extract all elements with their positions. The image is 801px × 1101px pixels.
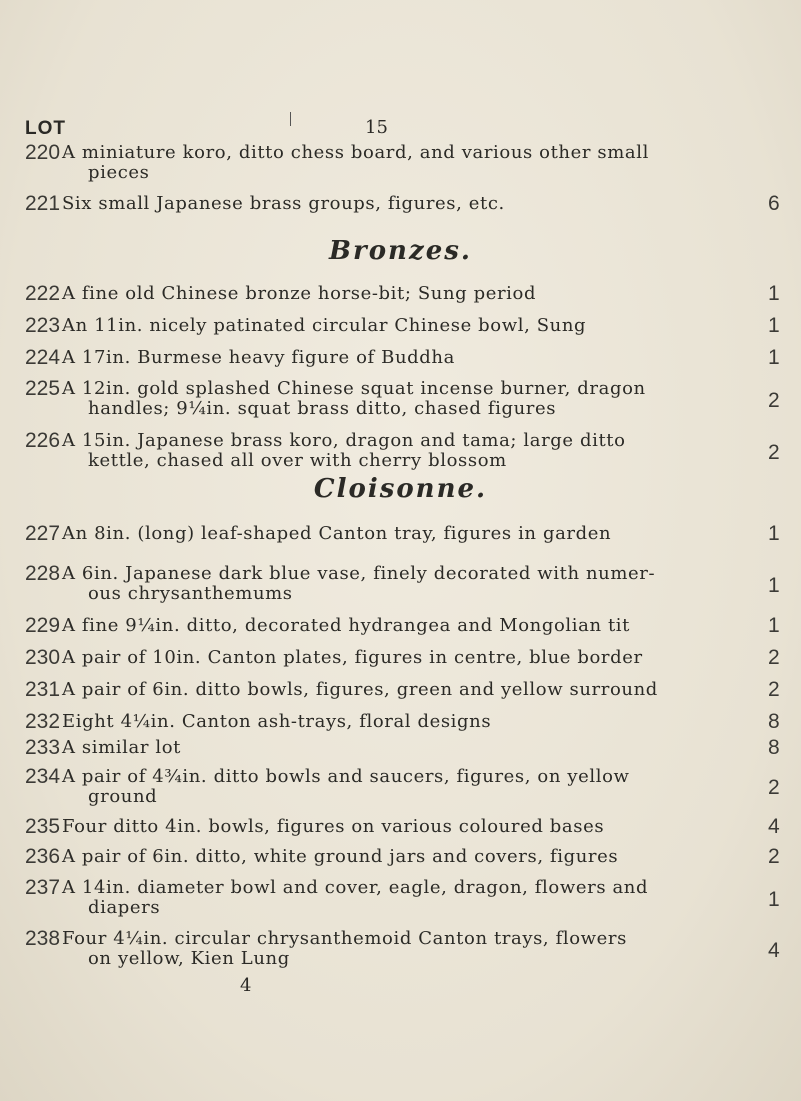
lot-number: 220 (25, 141, 61, 164)
lot-number: 223 (25, 314, 61, 337)
lot-quantity: 2 (768, 441, 780, 464)
description-line: A miniature koro, ditto chess board, and various other small (62, 142, 649, 163)
lot-description (62, 680, 742, 700)
lot-description (62, 143, 742, 183)
lot-quantity: 4 (768, 939, 780, 962)
lot-number: 221 (25, 192, 61, 215)
lot-number: 224 (25, 346, 61, 369)
description-line: A 6in. Japanese dark blue vase, finely decorated with numer- (62, 563, 656, 584)
lot-number: 235 (25, 815, 61, 838)
description-continuation: on yellow, Kien Lung (88, 948, 290, 969)
description-line: A fine old Chinese bronze horse-bit; Sung period (62, 283, 537, 304)
lot-number: 227 (25, 522, 61, 545)
lot-number: 236 (25, 845, 61, 868)
lot-quantity: 1 (768, 282, 780, 305)
description-line: A pair of 6in. ditto bowls, figures, green and yellow surround (62, 679, 658, 700)
lot-description (62, 431, 742, 471)
description-line: A similar lot (62, 737, 181, 758)
lot-quantity: 1 (768, 314, 780, 337)
lot-quantity: 8 (768, 736, 780, 759)
description-line: A pair of 10in. Canton plates, figures in centre, blue border (62, 647, 643, 668)
description-continuation: kettle, chased all over with cherry blossom (88, 450, 507, 471)
lot-quantity: 2 (768, 845, 780, 868)
lot-description (62, 564, 742, 604)
lot-description (62, 847, 742, 867)
lot-description (62, 524, 742, 544)
lot-description (62, 767, 742, 807)
lot-quantity: 1 (768, 522, 780, 545)
description-line: Four 4¼in. circular chrysanthemoid Canton trays, flowers (62, 928, 627, 949)
lot-quantity: 1 (768, 888, 780, 911)
description-line: A fine 9¼in. ditto, decorated hydrangea and Mongolian tit (62, 615, 630, 636)
page-number: 15 (365, 117, 388, 138)
margin-mark (290, 112, 291, 126)
description-line: A 17in. Burmese heavy figure of Buddha (62, 347, 455, 368)
description-line: An 11in. nicely patinated circular Chinese bowl, Sung (62, 315, 587, 336)
description-line: A pair of 4¾in. ditto bowls and saucers, figures, on yellow (62, 766, 630, 787)
lot-description (62, 648, 742, 668)
description-continuation: ous chrysanthemums (88, 583, 293, 604)
lot-description (62, 316, 742, 336)
description-continuation: handles; 9¼in. squat brass ditto, chased figures (88, 398, 557, 419)
lot-description (62, 379, 742, 419)
description-line: Four ditto 4in. bowls, figures on various coloured bases (62, 816, 605, 837)
footer-mark: 4 (240, 975, 252, 996)
lot-number: 226 (25, 429, 61, 452)
section-heading-bronzes: Bronzes. (329, 236, 472, 266)
description-continuation: pieces (88, 162, 150, 183)
description-line: An 8in. (long) leaf-shaped Canton tray, figures in garden (62, 523, 612, 544)
lot-description (62, 817, 742, 837)
lot-description (62, 616, 742, 636)
lot-quantity: 1 (768, 346, 780, 369)
lot-quantity: 2 (768, 389, 780, 412)
lot-quantity: 8 (768, 710, 780, 733)
description-line: A 12in. gold splashed Chinese squat incense burner, dragon (62, 378, 646, 399)
lot-description (62, 929, 742, 969)
lot-number: 228 (25, 562, 61, 585)
lot-quantity: 2 (768, 678, 780, 701)
lot-description (62, 878, 742, 918)
lot-quantity: 1 (768, 574, 780, 597)
lot-number: 238 (25, 927, 61, 950)
lot-column-header: LOT (25, 118, 66, 139)
lot-quantity: 6 (768, 192, 780, 215)
description-line: A 14in. diameter bowl and cover, eagle, dragon, flowers and (62, 877, 649, 898)
lot-number: 233 (25, 736, 61, 759)
lot-number: 234 (25, 765, 61, 788)
description-line: Eight 4¼in. Canton ash-trays, floral designs (62, 711, 492, 732)
lot-quantity: 4 (768, 815, 780, 838)
lot-number: 229 (25, 614, 61, 637)
lot-quantity: 2 (768, 646, 780, 669)
lot-number: 231 (25, 678, 61, 701)
section-heading-cloisonne: Cloisonne. (313, 474, 488, 504)
lot-number: 222 (25, 282, 61, 305)
lot-description (62, 738, 742, 758)
description-continuation: diapers (88, 897, 161, 918)
lot-quantity: 1 (768, 614, 780, 637)
lot-description (62, 284, 742, 304)
description-line: A 15in. Japanese brass koro, dragon and tama; large ditto (62, 430, 626, 451)
lot-description (62, 194, 742, 214)
lot-number: 237 (25, 876, 61, 899)
lot-description (62, 348, 742, 368)
lot-number: 230 (25, 646, 61, 669)
lot-quantity: 2 (768, 776, 780, 799)
description-line: Six small Japanese brass groups, figures, etc. (62, 193, 505, 214)
description-continuation: ground (88, 786, 158, 807)
lot-description (62, 712, 742, 732)
lot-number: 225 (25, 377, 61, 400)
lot-number: 232 (25, 710, 61, 733)
description-line: A pair of 6in. ditto, white ground jars and covers, figures (62, 846, 619, 867)
